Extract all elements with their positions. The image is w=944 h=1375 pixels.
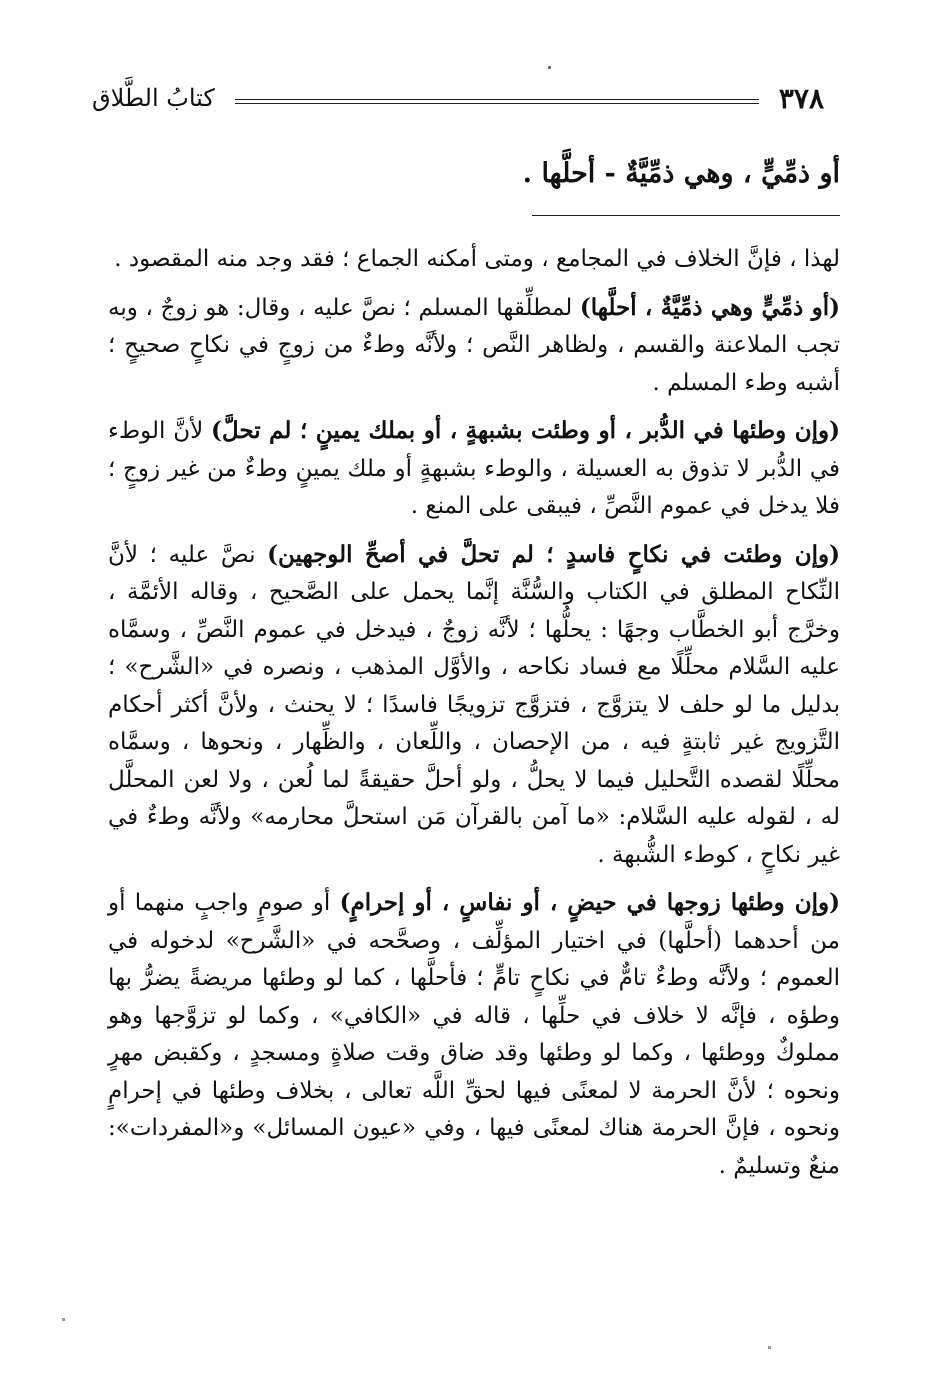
paragraph-5: (وإن وطئها زوجها في حيضٍ ، أو نفاسٍ ، أو إحرامٍ) أو صومٍ واجبٍ منهما أو من أحدهما (أحلَّها) في اختيار المؤلِّف ، وصحَّحه في «الشَّرح» لدخوله في العموم ؛ ولأنَّه وطءٌ تامٌّ في نكاحٍ تامٍّ ؛ فأحلَّها ، كما لو وطئها مريضةً يضرُّ بها وطؤه ، فإنَّه لا خلاف في حلِّها ، قاله في «الكافي» ، وكما لو تزوَّجها وهو مملوكٌ ووطئها ، وكما لو وطئها وقد ضاق وقت صلاةٍ ومسجدٍ ، وكقبض مهرٍ ونحوه ؛ لأنَّ الحرمة لا لمعنًى فيها لحقِّ اللَّه تعالى ، بخلاف وطئها في إحرامٍ ونحوه ، فإنَّ الحرمة هناك لمعنًى فيها ، وفي «عيون المسائل» و«المفردات»: منعٌ وتسليمٌ . xyxy=(108,889,840,1179)
matn-text: أو ذمِّيٍّ ، وهي ذمِّيَّةٌ - أحلَّها . xyxy=(522,158,840,189)
matn-separator xyxy=(532,215,840,216)
paragraph-4: (وإن وطئت في نكاحٍ فاسدٍ ؛ لم تحلَّ في أصحِّ الوجهين) نصَّ عليه ؛ لأنَّ النِّكاح المطلق في الكتاب والسُّنَّة إنَّما يحمل على الصَّحيح ، وقاله الأئمَّة ، وخرَّج أبو الخطَّاب وجهًا : يحلُّها ؛ لأنَّه زوجٌ ، فيدخل في عموم النَّصِّ ، وسمَّاه عليه السَّلام محلِّلًا مع فساد نكاحه ، والأوَّل المذهب ، ونصره في «الشَّرح» ؛ بدليل ما لو حلف لا يتزوَّج ، فتزوَّج تزويجًا فاسدًا ؛ لا يحنث ، ولأنَّ أكثر أحكام التَّزويج غير ثابتةٍ فيه ، من الإحصان ، واللِّعان ، والظِّهار ، ونحوها ، وسمَّاه محلِّلًا لقصده التَّحليل فيما لا يحلُّ ، ولو أحلَّ حقيقةً لما لُعن ، ولا لعن المحلَّل له ، لقوله عليه السَّلام: «ما آمن بالقرآن مَن استحلَّ محارمه» ولأنَّه وطءٌ في غير نكاحٍ ، كوطء الشُّبهة . xyxy=(108,540,840,868)
page-number: ٣٧٨ xyxy=(778,81,824,115)
commentary-body xyxy=(108,240,840,1195)
scan-speck xyxy=(548,66,551,69)
paragraph-3: (وإن وطئها في الدُّبر ، أو وطئت بشبهةٍ ، أو بملك يمينٍ ؛ لم تحلَّ) لأنَّ الوطء في الدُّبر لا تذوق به العسيلة ، والوطء بشبهةٍ أو ملك يمينٍ وطءٌ من غير زوجٍ ؛ فلا يدخل في عموم النَّصِّ ، فيبقى على المنع . xyxy=(108,417,840,519)
paragraph-1: لهذا ، فإنَّ الخلاف في المجامع ، ومتى أمكنه الجماع ؛ فقد وجد منه المقصود . xyxy=(114,246,840,272)
page-header xyxy=(92,78,824,118)
header-rule xyxy=(235,99,759,104)
paragraph-2: (أو ذمِّيٍّ وهي ذمِّيَّةٌ ، أحلَّها) لمطلِّقها المسلم ؛ نصَّ عليه ، وقال: هو زوجٌ ، وبه تجب الملاعنة والقسم ، ولظاهر النَّص ؛ ولأنَّه وطءٌ من زوجٍ في نكاحٍ صحيحٍ ؛ أشبه وطء المسلم . xyxy=(108,293,840,396)
scan-speck xyxy=(768,1346,771,1349)
scan-speck xyxy=(62,1318,65,1321)
book-title: كتابُ الطَّلاق xyxy=(92,84,215,112)
